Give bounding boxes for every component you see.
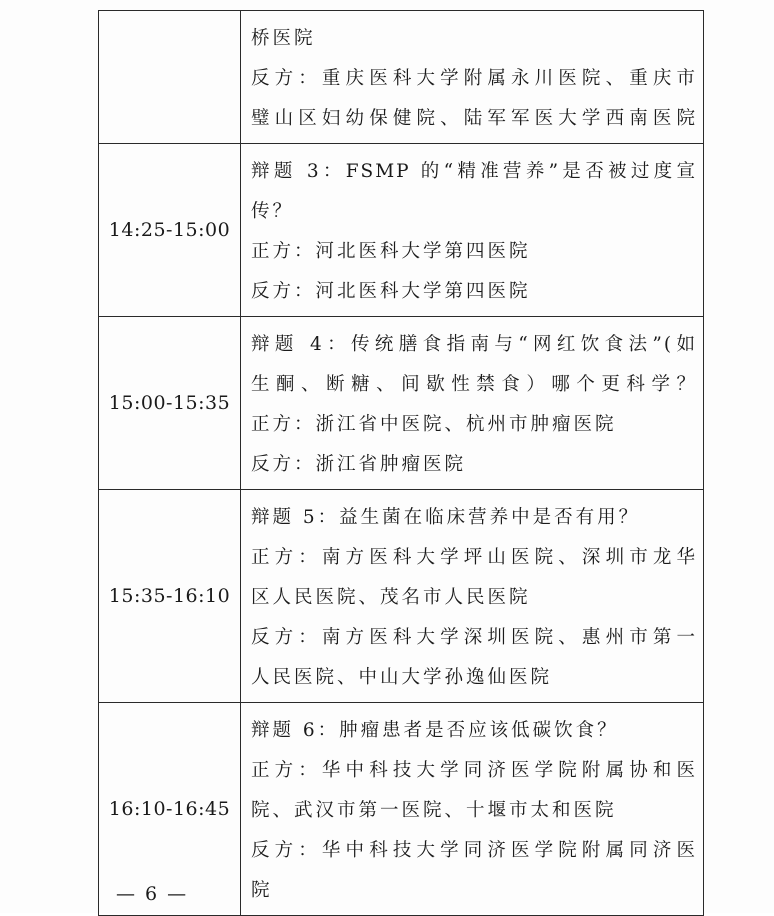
content-line: 院、武汉市第一医院、十堰市太和医院 bbox=[251, 800, 617, 821]
content-line: 人民医院、中山大学孙逸仙医院 bbox=[251, 667, 553, 688]
table-row bbox=[99, 490, 704, 703]
content-line: 辩题 3：FSMP 的“精准营养”是否被过度宣 bbox=[251, 161, 697, 182]
content-line: 生酮、断糖、间歇性禁食）哪个更科学？ bbox=[251, 374, 697, 395]
content-line: 区人民医院、茂名市人民医院 bbox=[251, 587, 531, 608]
content-cell bbox=[241, 703, 704, 916]
content-line: 辩题 6：肿瘤患者是否应该低碳饮食？ bbox=[251, 720, 619, 741]
table-row bbox=[99, 317, 704, 490]
time-cell bbox=[99, 11, 241, 144]
content-line: 正方：浙江省中医院、杭州市肿瘤医院 bbox=[251, 414, 617, 435]
content-line: 反方：河北医科大学第四医院 bbox=[251, 281, 531, 302]
content-line: 院 bbox=[251, 880, 273, 901]
time-cell: 15:35-16:10 bbox=[99, 490, 241, 703]
content-cell bbox=[241, 144, 704, 317]
schedule-table bbox=[98, 10, 704, 916]
content-line: 正方：河北医科大学第四医院 bbox=[251, 241, 531, 262]
content-line: 反方：浙江省肿瘤医院 bbox=[251, 454, 467, 475]
table-row bbox=[99, 703, 704, 916]
content-line: 反方：重庆医科大学附属永川医院、重庆市 bbox=[251, 68, 697, 89]
content-line: 桥医院 bbox=[251, 28, 316, 49]
content-cell bbox=[241, 317, 704, 490]
table-row bbox=[99, 11, 704, 144]
content-line: 正方：南方医科大学坪山医院、深圳市龙华 bbox=[251, 547, 697, 568]
content-line: 反方：华中科技大学同济医学院附属同济医 bbox=[251, 840, 697, 861]
time-cell: 15:00-15:35 bbox=[99, 317, 241, 490]
content-cell bbox=[241, 11, 704, 144]
content-line: 璧山区妇幼保健院、陆军军医大学西南医院 bbox=[251, 108, 697, 129]
content-line: 传？ bbox=[251, 201, 295, 222]
content-line: 辩题 5：益生菌在临床营养中是否有用？ bbox=[251, 507, 641, 528]
table-row bbox=[99, 144, 704, 317]
time-cell: 16:10-16:45 bbox=[99, 703, 241, 916]
page-number: — 6 — bbox=[116, 883, 189, 905]
content-line: 正方：华中科技大学同济医学院附属协和医 bbox=[251, 760, 697, 781]
content-line: 反方：南方医科大学深圳医院、惠州市第一 bbox=[251, 627, 697, 648]
content-cell bbox=[241, 490, 704, 703]
time-cell: 14:25-15:00 bbox=[99, 144, 241, 317]
content-line: 辩题 4：传统膳食指南与“网红饮食法”(如 bbox=[251, 334, 697, 355]
